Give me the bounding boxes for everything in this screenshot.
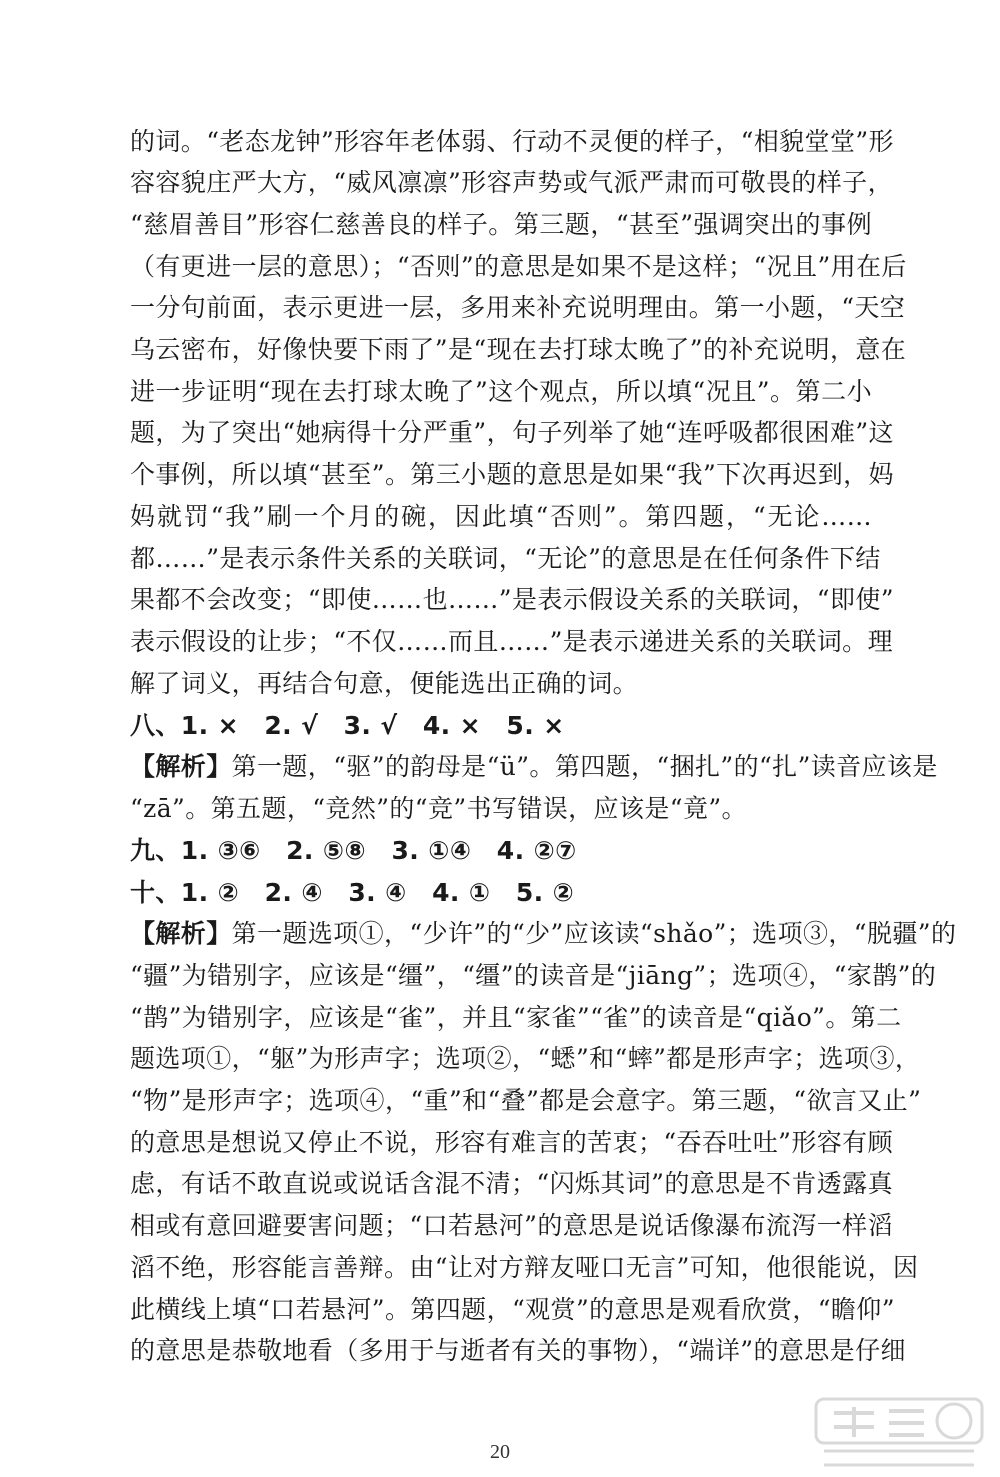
watermark-logo (814, 1397, 984, 1469)
answer-line-8: 八、1. × 2. √ 3. √ 4. × 5. × (130, 711, 565, 740)
answer-line-9: 九、1. ③⑥ 2. ⑤⑧ 3. ①④ 4. ②⑦ (130, 836, 577, 865)
analysis-line: 滔不绝，形容能言善辩。由“让对方辩友哑口无言”可知，他很能说，因 (130, 1253, 919, 1282)
text-line: 妈就罚“我”刷一个月的碗，因此填“否则”。第四题，“无论…… (130, 502, 872, 531)
analysis-line: 的意思是想说又停止不说，形容有难言的苦衷；“吞吞吐吐”形容有顾 (130, 1128, 893, 1157)
analysis-text: 第一题，“驱”的韵母是“ü”。第四题，“捆扎”的“扎”读音应该是 (231, 752, 938, 781)
analysis-line: 虑，有话不敢直说或说话含混不清；“闪烁其词”的意思是不肯透露真 (130, 1169, 893, 1198)
analysis-tag: 【解析】 (130, 919, 232, 948)
analysis-line: “zā”。第五题，“竞然”的“竞”书写错误，应该是“竟”。 (130, 794, 747, 823)
text-line: 进一步证明“现在去打球太晚了”这个观点，所以填“况且”。第二小 (130, 377, 872, 406)
text-line: 一分句前面，表示更进一层，多用来补充说明理由。第一小题，“天空 (130, 293, 906, 322)
analysis-line (130, 919, 957, 949)
analysis-line: 题选项①，“躯”为形声字；选项②，“蟋”和“蟀”都是形声字；选项③， (130, 1044, 921, 1073)
text-line: 个事例，所以填“甚至”。第三小题的意思是如果“我”下次再迟到，妈 (130, 460, 894, 489)
analysis-line: “鹊”为错别字，应该是“雀”，并且“家雀”“雀”的读音是“qiǎo”。第二 (130, 1003, 902, 1032)
text-line: 题，为了突出“她病得十分严重”，句子列举了她“连呼吸都很困难”这 (130, 418, 894, 447)
text-line: （有更进一层的意思）；“否则”的意思是如果不是这样；“况且”用在后 (130, 252, 907, 281)
analysis-line: 相或有意回避要害问题；“口若悬河”的意思是说话像瀑布流泻一样滔 (130, 1211, 893, 1240)
analysis-line: 的意思是恭敬地看（多用于与逝者有关的事物），“端详”的意思是仔细 (130, 1336, 906, 1365)
text-line: 都……”是表示条件关系的关联词，“无论”的意思是在任何条件下结 (130, 544, 881, 573)
text-line: 表示假设的让步；“不仅……而且……”是表示递进关系的关联词。理 (130, 627, 893, 656)
text-line: 容容貌庄严大方，“威风凛凛”形容声势或气派严肃而可敬畏的样子， (130, 168, 893, 197)
analysis-line: 此横线上填“口若悬河”。第四题，“观赏”的意思是观看欣赏，“瞻仰” (130, 1295, 895, 1324)
watermark-icon (814, 1397, 984, 1469)
analysis-line: “疆”为错别字，应该是“缰”，“缰”的读音是“jiāng”；选项④，“家鹊”的 (130, 961, 937, 990)
answer-line-10: 十、1. ② 2. ④ 3. ④ 4. ① 5. ② (130, 878, 575, 907)
text-line: 乌云密布，好像快要下雨了”是“现在去打球太晚了”的补充说明，意在 (130, 335, 907, 364)
page-number: 20 (490, 1441, 510, 1463)
analysis-line (130, 752, 938, 782)
text-line: 解了词义，再结合句意，便能选出正确的词。 (130, 669, 639, 698)
text-line: 果都不会改变；“即使……也……”是表示假设关系的关联词，“即使” (130, 585, 894, 614)
analysis-tag: 【解析】 (130, 752, 232, 781)
analysis-line: “物”是形声字；选项④，“重”和“叠”都是会意字。第三题，“欲言又止” (130, 1086, 922, 1115)
text-line: 的词。“老态龙钟”形容年老体弱、行动不灵便的样子，“相貌堂堂”形 (130, 127, 894, 156)
analysis-text: 第一题选项①，“少许”的“少”应该读“shǎo”；选项③，“脱疆”的 (231, 919, 957, 948)
text-line: “慈眉善目”形容仁慈善良的样子。第三题，“甚至”强调突出的事例 (130, 210, 872, 239)
